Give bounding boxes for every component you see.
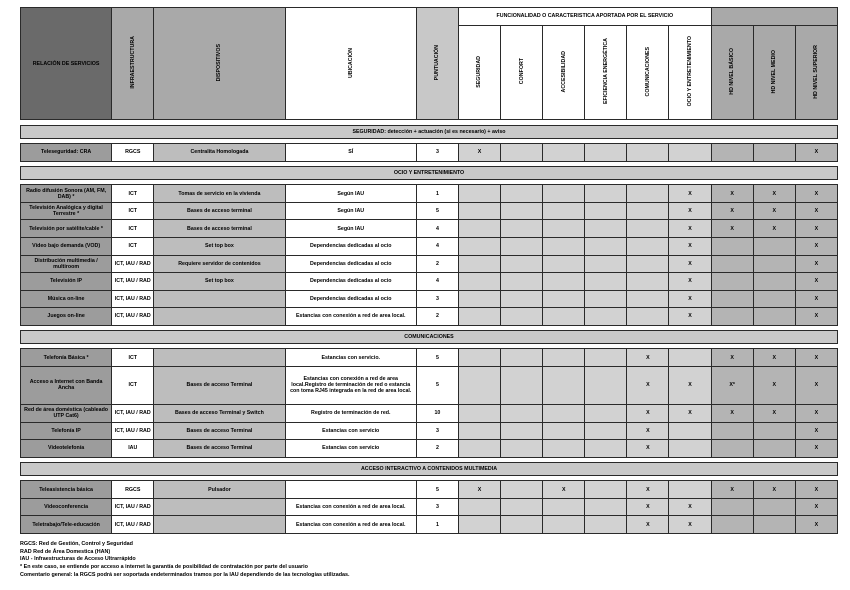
footnote-line: * En este caso, se entiende por acceso a internet la garantía de posibilidad de contratación por parte del usuario — [20, 564, 308, 571]
hd-mark-cell — [753, 308, 795, 326]
infraestructura-cell: ICT — [112, 366, 154, 404]
func-mark-cell: X — [627, 366, 669, 404]
func-mark-cell: X — [627, 440, 669, 458]
hd-mark-cell: X — [795, 498, 837, 516]
puntuacion-cell: 4 — [416, 237, 458, 255]
hd-mark-cell — [711, 290, 753, 308]
hd-mark-cell — [711, 422, 753, 440]
header-func-col — [543, 25, 585, 120]
dispositivos-cell — [154, 308, 285, 326]
service-name: Acceso a Internet con Banda Ancha — [21, 366, 112, 404]
func-mark-cell: X — [458, 144, 500, 162]
func-mark-cell — [543, 202, 585, 220]
section-header-row — [21, 166, 838, 179]
infraestructura-cell: ICT, IAU / RAD — [112, 498, 154, 516]
hd-mark-cell — [711, 237, 753, 255]
infraestructura-cell: ICT — [112, 349, 154, 367]
func-mark-cell: X — [669, 220, 711, 238]
func-mark-cell — [543, 516, 585, 534]
footnotes — [20, 541, 350, 579]
func-mark-cell — [543, 255, 585, 273]
hd-mark-cell: X — [753, 202, 795, 220]
func-mark-cell — [458, 185, 500, 203]
header-hd-label: HD NIVEL BÁSICO — [729, 48, 736, 95]
ubicacion-cell: Estancias con servicio — [285, 422, 416, 440]
ubicacion-cell: Según IAU — [285, 185, 416, 203]
table-row — [21, 516, 838, 534]
service-name: Red de área doméstica (cableado UTP Cat6) — [21, 405, 112, 423]
func-mark-cell: X — [669, 366, 711, 404]
service-name: Teletrabajo/Tele-educación — [21, 516, 112, 534]
ubicacion-cell: Estancias con conexión a red de area local. — [285, 516, 416, 534]
hd-mark-cell — [711, 273, 753, 291]
infraestructura-cell: RGCS — [112, 481, 154, 499]
func-mark-cell — [501, 498, 543, 516]
hd-mark-cell: X — [711, 185, 753, 203]
table-row — [21, 144, 838, 162]
hd-mark-cell: X* — [711, 366, 753, 404]
func-mark-cell — [458, 516, 500, 534]
service-name: Música on-line — [21, 290, 112, 308]
func-mark-cell — [501, 237, 543, 255]
hd-mark-cell: X — [753, 185, 795, 203]
func-mark-cell: X — [458, 481, 500, 499]
infraestructura-cell: ICT — [112, 220, 154, 238]
infraestructura-cell: IAU — [112, 440, 154, 458]
func-mark-cell: X — [669, 237, 711, 255]
header-func-col — [501, 25, 543, 120]
func-mark-cell: X — [543, 481, 585, 499]
hd-mark-cell: X — [795, 405, 837, 423]
header-funcionalidad: FUNCIONALIDAD O CARACTERISTICA APORTADA POR EL SERVICIO — [458, 8, 711, 26]
func-mark-cell — [501, 308, 543, 326]
puntuacion-cell: 2 — [416, 308, 458, 326]
func-mark-cell — [669, 144, 711, 162]
header-hd-label: HD NIVEL MEDIO — [771, 49, 778, 94]
func-mark-cell — [501, 144, 543, 162]
service-name: Vídeo bajo demanda (VOD) — [21, 237, 112, 255]
puntuacion-cell: 1 — [416, 516, 458, 534]
header-hd-band — [711, 8, 837, 26]
func-mark-cell — [627, 220, 669, 238]
service-name: Telefonía IP — [21, 422, 112, 440]
func-mark-cell — [501, 349, 543, 367]
func-mark-cell — [585, 237, 627, 255]
func-mark-cell: X — [627, 481, 669, 499]
func-mark-cell — [627, 255, 669, 273]
dispositivos-cell: Set top box — [154, 237, 285, 255]
func-mark-cell — [458, 349, 500, 367]
section-title: COMUNICACIONES — [21, 330, 838, 343]
ubicacion-cell: Dependencias dedicadas al ocio — [285, 255, 416, 273]
func-mark-cell — [458, 498, 500, 516]
func-mark-cell: X — [669, 498, 711, 516]
hd-mark-cell: X — [795, 255, 837, 273]
section-title: SEGURIDAD: detección + actuación (si es necesario) + aviso — [21, 125, 838, 138]
table-row — [21, 498, 838, 516]
func-mark-cell — [458, 422, 500, 440]
func-mark-cell — [669, 422, 711, 440]
hd-mark-cell: X — [795, 185, 837, 203]
ubicacion-cell: Estancias con servicio — [285, 440, 416, 458]
table-row — [21, 185, 838, 203]
header-infraestructura: INFRAESTRUCTURA — [112, 8, 154, 120]
puntuacion-cell: 3 — [416, 498, 458, 516]
hd-mark-cell: X — [711, 220, 753, 238]
func-mark-cell — [627, 290, 669, 308]
ubicacion-cell: Dependencias dedicadas al ocio — [285, 237, 416, 255]
header-func-label: ACCESIBILIDAD — [560, 50, 567, 93]
hd-mark-cell: X — [795, 308, 837, 326]
infraestructura-cell: ICT, IAU / RAD — [112, 308, 154, 326]
func-mark-cell — [458, 273, 500, 291]
hd-mark-cell: X — [795, 422, 837, 440]
func-mark-cell — [501, 255, 543, 273]
hd-mark-cell: X — [795, 290, 837, 308]
table-row — [21, 422, 838, 440]
hd-mark-cell: X — [753, 220, 795, 238]
header-hd-col — [753, 25, 795, 120]
func-mark-cell — [627, 185, 669, 203]
func-mark-cell — [458, 255, 500, 273]
footnote-line: RGCS: Red de Gestión, Control y Seguridad — [20, 541, 133, 547]
func-mark-cell — [543, 185, 585, 203]
func-mark-cell — [458, 202, 500, 220]
func-mark-cell — [627, 237, 669, 255]
func-mark-cell — [501, 220, 543, 238]
hd-mark-cell — [711, 440, 753, 458]
func-mark-cell: X — [669, 185, 711, 203]
infraestructura-cell: ICT, IAU / RAD — [112, 405, 154, 423]
func-mark-cell — [585, 405, 627, 423]
hd-mark-cell: X — [795, 481, 837, 499]
hd-mark-cell — [711, 144, 753, 162]
ubicacion-cell — [285, 481, 416, 499]
puntuacion-cell: 2 — [416, 440, 458, 458]
hd-mark-cell: X — [795, 202, 837, 220]
ubicacion-cell: Estancias con servicio. — [285, 349, 416, 367]
infraestructura-cell: ICT — [112, 185, 154, 203]
ubicacion-cell: Registro de terminación de red. — [285, 405, 416, 423]
table-row — [21, 481, 838, 499]
puntuacion-cell: 4 — [416, 220, 458, 238]
func-mark-cell — [501, 422, 543, 440]
func-mark-cell — [543, 440, 585, 458]
hd-mark-cell: X — [795, 366, 837, 404]
func-mark-cell — [585, 498, 627, 516]
func-mark-cell — [501, 185, 543, 203]
infraestructura-cell: ICT, IAU / RAD — [112, 290, 154, 308]
infraestructura-cell: ICT, IAU / RAD — [112, 516, 154, 534]
func-mark-cell — [501, 516, 543, 534]
func-mark-cell — [543, 220, 585, 238]
func-mark-cell: X — [669, 273, 711, 291]
func-mark-cell — [627, 308, 669, 326]
hd-mark-cell — [711, 255, 753, 273]
header-relacion: RELACIÓN DE SERVICIOS — [21, 8, 112, 120]
header-func-col — [627, 25, 669, 120]
header-func-label: OCIO Y ENTRETENIMIENTO — [687, 36, 693, 107]
infraestructura-cell: RGCS — [112, 144, 154, 162]
func-mark-cell — [543, 422, 585, 440]
dispositivos-cell: Pulsador — [154, 481, 285, 499]
dispositivos-cell — [154, 290, 285, 308]
hd-mark-cell: X — [753, 481, 795, 499]
service-name: Videotelefonía — [21, 440, 112, 458]
puntuacion-cell: 2 — [416, 255, 458, 273]
func-mark-cell — [501, 366, 543, 404]
table-row — [21, 308, 838, 326]
table-row — [21, 273, 838, 291]
section-title: ACCESO INTERACTIVO A CONTENIDOS MULTIMEDIA — [21, 462, 838, 475]
ubicacion-cell: Estancias con conexión a red de area local.Registro de terminación de red o estancia con toma RJ45 integrada en la red de area local. — [285, 366, 416, 404]
dispositivos-cell: Bases de acceso Terminal — [154, 366, 285, 404]
func-mark-cell — [543, 405, 585, 423]
func-mark-cell — [669, 349, 711, 367]
puntuacion-cell: 3 — [416, 422, 458, 440]
func-mark-cell — [458, 405, 500, 423]
table-row — [21, 290, 838, 308]
header-ubicacion: UBICACIÓN — [285, 8, 416, 120]
hd-mark-cell: X — [795, 440, 837, 458]
func-mark-cell — [543, 273, 585, 291]
header-func-label: COMUNICACIONES — [644, 46, 651, 97]
func-mark-cell: X — [627, 349, 669, 367]
table-row — [21, 405, 838, 423]
func-mark-cell: X — [669, 290, 711, 308]
hd-mark-cell — [753, 237, 795, 255]
func-mark-cell — [501, 440, 543, 458]
table-row — [21, 366, 838, 404]
func-mark-cell — [585, 202, 627, 220]
dispositivos-cell: Bases de acceso terminal — [154, 202, 285, 220]
service-name: Distribución multimedia / multiroom — [21, 255, 112, 273]
service-name: Radio difusión Sonora (AM, FM, DAB) * — [21, 185, 112, 203]
func-mark-cell: X — [627, 405, 669, 423]
table-row — [21, 202, 838, 220]
header-func-label: SEGURIDAD — [476, 55, 483, 88]
hd-mark-cell: X — [795, 273, 837, 291]
puntuacion-cell: 5 — [416, 349, 458, 367]
table-row — [21, 349, 838, 367]
section-header-row — [21, 125, 838, 138]
service-name: Televisión por satélite/cable * — [21, 220, 112, 238]
func-mark-cell — [585, 308, 627, 326]
dispositivos-cell: Bases de acceso terminal — [154, 220, 285, 238]
infraestructura-cell: ICT, IAU / RAD — [112, 273, 154, 291]
header-hd-col — [795, 25, 837, 120]
ubicacion-cell: Estancias con conexión a red de area local. — [285, 308, 416, 326]
infraestructura-cell: ICT — [112, 237, 154, 255]
service-name: Juegos on-line — [21, 308, 112, 326]
hd-mark-cell: X — [711, 202, 753, 220]
services-table — [20, 7, 838, 534]
header-func-col — [669, 25, 711, 120]
footnote-line: RAD Red de Área Domestica (HAN) — [20, 548, 111, 555]
dispositivos-cell — [154, 498, 285, 516]
func-mark-cell — [458, 440, 500, 458]
hd-mark-cell — [753, 255, 795, 273]
table-row — [21, 255, 838, 273]
hd-mark-cell: X — [711, 349, 753, 367]
service-name: Teleasistencia básica — [21, 481, 112, 499]
hd-mark-cell — [753, 440, 795, 458]
service-name: Televisión IP — [21, 273, 112, 291]
func-mark-cell — [585, 422, 627, 440]
hd-mark-cell: X — [711, 405, 753, 423]
func-mark-cell — [585, 440, 627, 458]
func-mark-cell — [458, 366, 500, 404]
func-mark-cell — [501, 290, 543, 308]
hd-mark-cell: X — [753, 349, 795, 367]
func-mark-cell — [501, 405, 543, 423]
ubicacion-cell: Según IAU — [285, 220, 416, 238]
section-title: OCIO Y ENTRETENIMIENTO — [21, 166, 838, 179]
func-mark-cell: X — [627, 498, 669, 516]
hd-mark-cell — [753, 422, 795, 440]
hd-mark-cell: X — [795, 349, 837, 367]
hd-mark-cell — [711, 516, 753, 534]
hd-mark-cell — [753, 290, 795, 308]
hd-mark-cell: X — [753, 366, 795, 404]
ubicacion-cell: Según IAU — [285, 202, 416, 220]
func-mark-cell — [669, 481, 711, 499]
func-mark-cell — [543, 349, 585, 367]
dispositivos-cell: Requiere servidor de contenidos — [154, 255, 285, 273]
func-mark-cell — [543, 308, 585, 326]
hd-mark-cell: X — [795, 516, 837, 534]
func-mark-cell: X — [669, 405, 711, 423]
func-mark-cell: X — [669, 255, 711, 273]
func-mark-cell — [543, 366, 585, 404]
hd-mark-cell: X — [753, 405, 795, 423]
puntuacion-cell: 1 — [416, 185, 458, 203]
func-mark-cell — [543, 290, 585, 308]
hd-mark-cell: X — [795, 144, 837, 162]
service-name: Videoconferencia — [21, 498, 112, 516]
hd-mark-cell — [753, 144, 795, 162]
func-mark-cell — [501, 202, 543, 220]
func-mark-cell — [585, 220, 627, 238]
section-header-row — [21, 462, 838, 475]
hd-mark-cell — [711, 498, 753, 516]
ubicacion-cell: Dependencias dedicadas al ocio — [285, 273, 416, 291]
func-mark-cell: X — [669, 202, 711, 220]
func-mark-cell — [669, 440, 711, 458]
header-puntuacion: PUNTUACIÓN — [416, 8, 458, 120]
hd-mark-cell: X — [711, 481, 753, 499]
func-mark-cell — [627, 273, 669, 291]
infraestructura-cell: ICT, IAU / RAD — [112, 422, 154, 440]
table-row — [21, 237, 838, 255]
hd-mark-cell — [753, 498, 795, 516]
puntuacion-cell: 3 — [416, 290, 458, 308]
dispositivos-cell — [154, 516, 285, 534]
footnote-line: Comentario general: la RGCS podrá ser soportada endeterminados tramos por la IAU dependiendo de las tecnologías utilizadas. — [20, 571, 350, 578]
dispositivos-cell: Tomas de servicio en la vivienda — [154, 185, 285, 203]
dispositivos-cell: Bases de acceso Terminal — [154, 440, 285, 458]
hd-mark-cell — [753, 273, 795, 291]
func-mark-cell — [458, 220, 500, 238]
puntuacion-cell: 3 — [416, 144, 458, 162]
ubicacion-cell: SÍ — [285, 144, 416, 162]
func-mark-cell: X — [669, 516, 711, 534]
func-mark-cell: X — [627, 516, 669, 534]
footnote-line: IAU - Infraestructuras de Acceso Ultrarrápido — [20, 556, 136, 563]
func-mark-cell — [458, 237, 500, 255]
header-hd-label: HD NIVEL SUPERIOR — [813, 44, 820, 99]
dispositivos-cell: Bases de acceso Terminal y Switch — [154, 405, 285, 423]
hd-mark-cell — [753, 516, 795, 534]
func-mark-cell — [585, 290, 627, 308]
func-mark-cell — [543, 144, 585, 162]
puntuacion-cell: 5 — [416, 481, 458, 499]
header-dispositivos: DISPOSITIVOS — [154, 8, 285, 120]
dispositivos-cell: Bases de acceso Terminal — [154, 422, 285, 440]
service-name: Televisión Analógica y digital Terrestre * — [21, 202, 112, 220]
func-mark-cell — [585, 255, 627, 273]
header-func-col — [458, 25, 500, 120]
header-func-col — [585, 25, 627, 120]
header-func-label: EFICIENCIA ENERGÉTICA — [602, 38, 609, 105]
func-mark-cell — [585, 349, 627, 367]
service-name: Telefonía Básica * — [21, 349, 112, 367]
func-mark-cell — [627, 202, 669, 220]
puntuacion-cell: 5 — [416, 366, 458, 404]
func-mark-cell — [458, 308, 500, 326]
header-hd-col — [711, 25, 753, 120]
func-mark-cell — [585, 516, 627, 534]
hd-mark-cell — [711, 308, 753, 326]
func-mark-cell — [585, 366, 627, 404]
service-name: Teleseguridad: CRA — [21, 144, 112, 162]
hd-mark-cell: X — [795, 220, 837, 238]
header-func-label: CONFORT — [518, 58, 525, 85]
table-row — [21, 440, 838, 458]
infraestructura-cell: ICT, IAU / RAD — [112, 255, 154, 273]
puntuacion-cell: 5 — [416, 202, 458, 220]
dispositivos-cell: Set top box — [154, 273, 285, 291]
func-mark-cell: X — [669, 308, 711, 326]
func-mark-cell — [585, 481, 627, 499]
func-mark-cell: X — [627, 422, 669, 440]
dispositivos-cell: Centralita Homologada — [154, 144, 285, 162]
func-mark-cell — [501, 273, 543, 291]
func-mark-cell — [458, 290, 500, 308]
func-mark-cell — [585, 273, 627, 291]
puntuacion-cell: 10 — [416, 405, 458, 423]
ubicacion-cell: Dependencias dedicadas al ocio — [285, 290, 416, 308]
puntuacion-cell: 4 — [416, 273, 458, 291]
func-mark-cell — [585, 185, 627, 203]
func-mark-cell — [543, 237, 585, 255]
infraestructura-cell: ICT — [112, 202, 154, 220]
table-row — [21, 220, 838, 238]
func-mark-cell — [585, 144, 627, 162]
func-mark-cell — [627, 144, 669, 162]
section-header-row — [21, 330, 838, 343]
dispositivos-cell — [154, 349, 285, 367]
ubicacion-cell: Estancias con conexión a red de area local. — [285, 498, 416, 516]
func-mark-cell — [543, 498, 585, 516]
func-mark-cell — [501, 481, 543, 499]
hd-mark-cell: X — [795, 237, 837, 255]
